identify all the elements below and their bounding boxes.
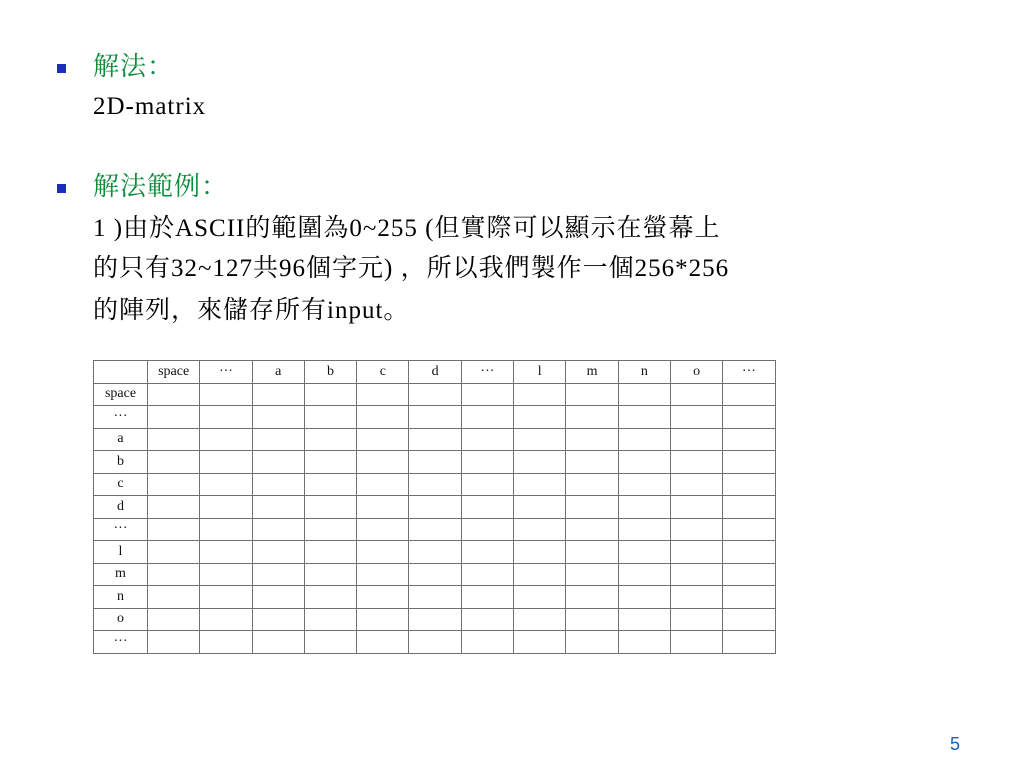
- section1-heading: 解法：: [93, 52, 175, 82]
- matrix-cell: [566, 586, 618, 609]
- matrix-cell: [514, 608, 566, 631]
- matrix-row-header: o: [94, 608, 148, 631]
- section2-line-3: 的陣列，來儲存所有input。: [93, 297, 410, 324]
- matrix-cell: [618, 428, 670, 451]
- matrix-cell: [148, 608, 200, 631]
- matrix-cell: [357, 563, 409, 586]
- matrix-cell: [148, 563, 200, 586]
- matrix-cell: [304, 406, 356, 429]
- matrix-cell: [357, 631, 409, 654]
- matrix-column-header: ···: [723, 361, 775, 384]
- matrix-cell: [566, 608, 618, 631]
- matrix-row-header: ···: [94, 518, 148, 541]
- matrix-cell: [148, 406, 200, 429]
- section2-line-2: 的只有32~127共96個字元) ，所以我們製作一個256*256: [93, 255, 730, 282]
- matrix-cell: [461, 518, 513, 541]
- matrix-cell: [200, 518, 252, 541]
- matrix-cell: [514, 496, 566, 519]
- matrix-cell: [148, 586, 200, 609]
- matrix-cell: [514, 631, 566, 654]
- matrix-row-header: ···: [94, 631, 148, 654]
- matrix-cell: [566, 541, 618, 564]
- matrix-cell: [304, 473, 356, 496]
- matrix-row-header: a: [94, 428, 148, 451]
- matrix-cell: [252, 406, 304, 429]
- bullet-square-icon: [57, 184, 66, 193]
- matrix-cell: [670, 541, 722, 564]
- matrix-cell: [409, 608, 461, 631]
- matrix-row-header: b: [94, 451, 148, 474]
- matrix-column-header: ···: [461, 361, 513, 384]
- matrix-cell: [566, 496, 618, 519]
- matrix-column-header: o: [670, 361, 722, 384]
- matrix-cell: [566, 428, 618, 451]
- matrix-row: [94, 541, 776, 564]
- matrix-cell: [200, 428, 252, 451]
- matrix-cell: [304, 451, 356, 474]
- matrix-cell: [618, 563, 670, 586]
- matrix-cell: [357, 383, 409, 406]
- matrix-row: [94, 563, 776, 586]
- matrix-cell: [252, 496, 304, 519]
- matrix-row: [94, 608, 776, 631]
- matrix-cell: [723, 496, 775, 519]
- matrix-cell: [461, 473, 513, 496]
- matrix-cell: [409, 586, 461, 609]
- matrix-cell: [723, 541, 775, 564]
- matrix-cell: [409, 383, 461, 406]
- matrix-row-header: c: [94, 473, 148, 496]
- matrix-cell: [357, 473, 409, 496]
- matrix-row-header: m: [94, 563, 148, 586]
- matrix-cell: [148, 518, 200, 541]
- matrix-cell: [252, 563, 304, 586]
- matrix-cell: [514, 518, 566, 541]
- matrix-cell: [461, 428, 513, 451]
- matrix-cell: [514, 451, 566, 474]
- section2-heading: 解法範例：: [93, 172, 229, 202]
- matrix-row: [94, 428, 776, 451]
- matrix-cell: [618, 451, 670, 474]
- section2-line-1: 1 )由於ASCII的範圍為0~255 (但實際可以顯示在螢幕上: [93, 215, 721, 242]
- matrix-cell: [357, 428, 409, 451]
- matrix-row-header: n: [94, 586, 148, 609]
- matrix-cell: [409, 428, 461, 451]
- matrix-cell: [723, 586, 775, 609]
- matrix-cell: [670, 383, 722, 406]
- matrix-cell: [670, 608, 722, 631]
- matrix-cell: [670, 631, 722, 654]
- matrix-cell: [618, 383, 670, 406]
- matrix-row-header: l: [94, 541, 148, 564]
- matrix-cell: [252, 586, 304, 609]
- matrix-cell: [723, 406, 775, 429]
- matrix-cell: [461, 496, 513, 519]
- matrix-cell: [304, 428, 356, 451]
- matrix-row-header: ···: [94, 406, 148, 429]
- matrix-cell: [357, 608, 409, 631]
- matrix-cell: [200, 406, 252, 429]
- matrix-cell: [304, 383, 356, 406]
- matrix-cell: [252, 428, 304, 451]
- matrix-cell: [304, 496, 356, 519]
- matrix-cell: [357, 496, 409, 519]
- matrix-cell: [670, 473, 722, 496]
- matrix-column-header: ···: [200, 361, 252, 384]
- matrix-cell: [514, 563, 566, 586]
- matrix-cell: [618, 586, 670, 609]
- matrix-cell: [148, 451, 200, 474]
- matrix-cell: [357, 541, 409, 564]
- matrix-cell: [409, 496, 461, 519]
- slide-number: 5: [950, 734, 961, 754]
- matrix-cell: [618, 631, 670, 654]
- matrix-row: [94, 518, 776, 541]
- matrix-cell: [670, 496, 722, 519]
- matrix-cell: [566, 406, 618, 429]
- matrix-cell: [566, 631, 618, 654]
- matrix-cell: [723, 473, 775, 496]
- matrix-cell: [148, 383, 200, 406]
- matrix-cell: [252, 631, 304, 654]
- matrix-cell: [357, 451, 409, 474]
- matrix-column-header: space: [148, 361, 200, 384]
- matrix-cell: [723, 383, 775, 406]
- matrix-cell: [566, 451, 618, 474]
- matrix-cell: [514, 586, 566, 609]
- matrix-cell: [409, 518, 461, 541]
- matrix-row: [94, 383, 776, 406]
- matrix-cell: [409, 451, 461, 474]
- matrix-cell: [409, 473, 461, 496]
- matrix-cell: [461, 586, 513, 609]
- matrix-cell: [304, 631, 356, 654]
- matrix-cell: [200, 586, 252, 609]
- matrix-cell: [723, 428, 775, 451]
- matrix-cell: [461, 406, 513, 429]
- matrix-cell: [252, 451, 304, 474]
- matrix-cell: [514, 406, 566, 429]
- matrix-cell: [461, 608, 513, 631]
- matrix-corner-cell: [94, 361, 148, 384]
- matrix-cell: [200, 383, 252, 406]
- matrix-cell: [200, 451, 252, 474]
- matrix-cell: [723, 451, 775, 474]
- matrix-row: [94, 631, 776, 654]
- matrix-cell: [409, 563, 461, 586]
- matrix-cell: [461, 541, 513, 564]
- matrix-cell: [304, 541, 356, 564]
- matrix-cell: [618, 518, 670, 541]
- matrix-cell: [670, 406, 722, 429]
- matrix-row: [94, 586, 776, 609]
- matrix-cell: [200, 563, 252, 586]
- matrix-row-header: d: [94, 496, 148, 519]
- matrix-header-row: [94, 361, 776, 384]
- matrix-column-header: d: [409, 361, 461, 384]
- matrix-cell: [304, 563, 356, 586]
- matrix-cell: [200, 631, 252, 654]
- matrix-cell: [461, 631, 513, 654]
- matrix-cell: [148, 428, 200, 451]
- matrix-cell: [304, 586, 356, 609]
- matrix-column-header: a: [252, 361, 304, 384]
- matrix-cell: [409, 541, 461, 564]
- matrix-cell: [723, 631, 775, 654]
- matrix-cell: [514, 383, 566, 406]
- matrix-cell: [148, 496, 200, 519]
- matrix-column-header: b: [304, 361, 356, 384]
- matrix-cell: [670, 563, 722, 586]
- matrix-cell: [304, 518, 356, 541]
- matrix-cell: [252, 383, 304, 406]
- matrix-cell: [566, 383, 618, 406]
- matrix-cell: [514, 473, 566, 496]
- matrix-cell: [670, 518, 722, 541]
- matrix-cell: [723, 608, 775, 631]
- matrix-cell: [670, 451, 722, 474]
- matrix-row-header: space: [94, 383, 148, 406]
- matrix-cell: [357, 406, 409, 429]
- matrix-cell: [148, 631, 200, 654]
- matrix-cell: [514, 428, 566, 451]
- ascii-matrix-table: [93, 360, 776, 654]
- matrix-cell: [723, 518, 775, 541]
- matrix-cell: [723, 563, 775, 586]
- matrix-cell: [252, 608, 304, 631]
- matrix-cell: [461, 451, 513, 474]
- matrix-cell: [409, 631, 461, 654]
- matrix-cell: [357, 586, 409, 609]
- matrix-cell: [200, 473, 252, 496]
- section1-text: 2D-matrix: [93, 93, 207, 120]
- matrix-cell: [200, 608, 252, 631]
- matrix-cell: [618, 608, 670, 631]
- matrix-cell: [566, 518, 618, 541]
- matrix-cell: [252, 541, 304, 564]
- matrix-column-header: n: [618, 361, 670, 384]
- bullet-square-icon: [57, 64, 66, 73]
- matrix-cell: [461, 563, 513, 586]
- matrix-cell: [357, 518, 409, 541]
- matrix-row: [94, 473, 776, 496]
- matrix-cell: [618, 406, 670, 429]
- matrix-row: [94, 496, 776, 519]
- matrix-cell: [618, 496, 670, 519]
- matrix-cell: [461, 383, 513, 406]
- matrix-cell: [618, 473, 670, 496]
- matrix-column-header: l: [514, 361, 566, 384]
- matrix-cell: [566, 473, 618, 496]
- matrix-cell: [200, 496, 252, 519]
- matrix-cell: [670, 586, 722, 609]
- matrix-cell: [304, 608, 356, 631]
- matrix-cell: [566, 563, 618, 586]
- matrix-cell: [409, 406, 461, 429]
- matrix-cell: [148, 473, 200, 496]
- matrix-cell: [252, 473, 304, 496]
- matrix-row: [94, 406, 776, 429]
- matrix-cell: [148, 541, 200, 564]
- matrix-column-header: c: [357, 361, 409, 384]
- matrix-row: [94, 451, 776, 474]
- matrix-cell: [252, 518, 304, 541]
- matrix-cell: [670, 428, 722, 451]
- matrix-column-header: m: [566, 361, 618, 384]
- matrix-cell: [618, 541, 670, 564]
- matrix-cell: [200, 541, 252, 564]
- matrix-cell: [514, 541, 566, 564]
